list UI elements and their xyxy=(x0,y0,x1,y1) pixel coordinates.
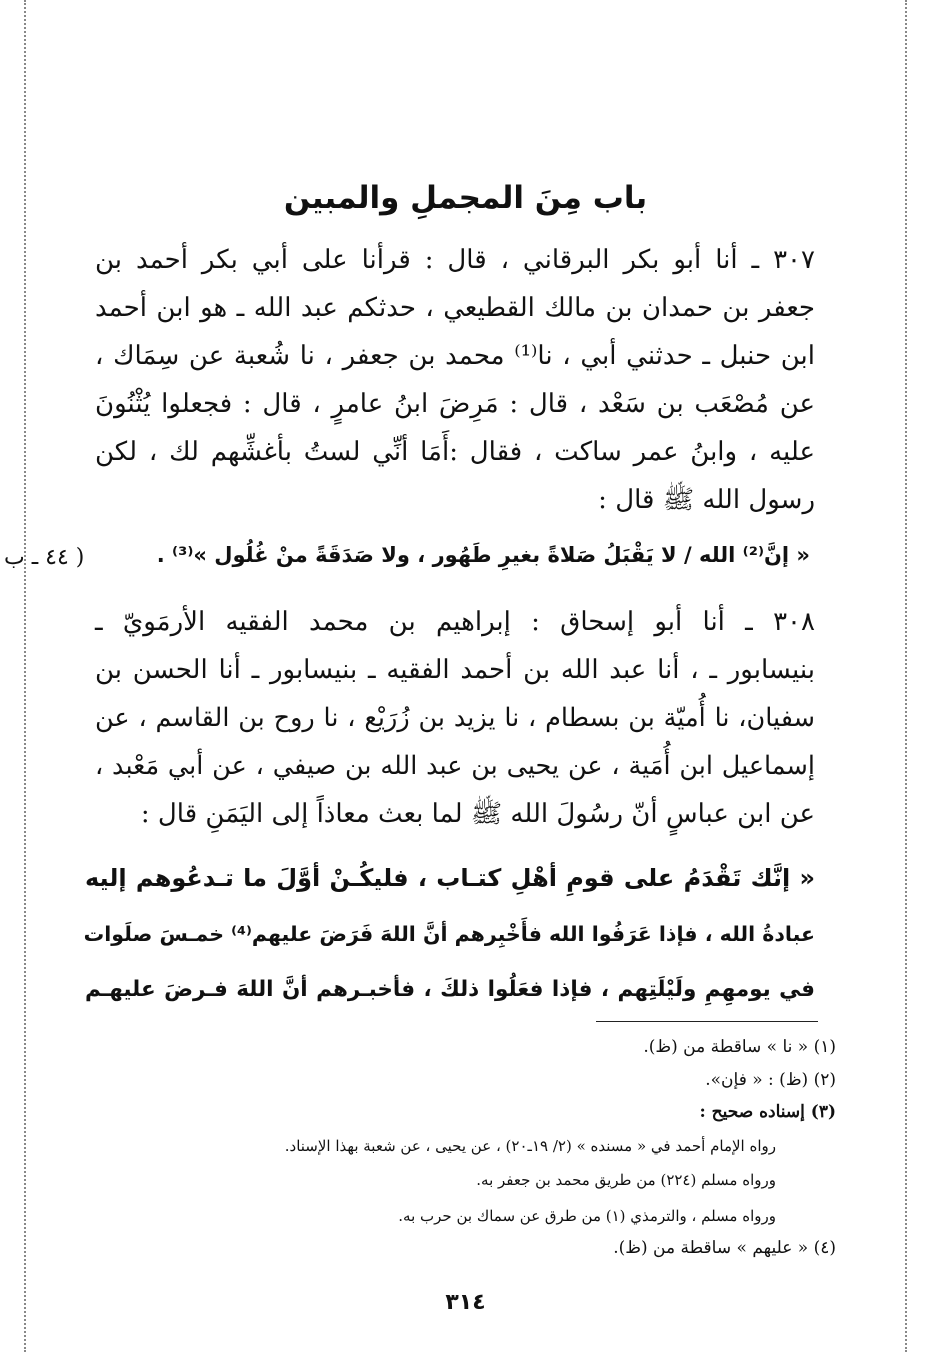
footnote-3: (٣) إسناده صحيح : xyxy=(699,1102,836,1122)
chapter-title: باب مِنَ المجملِ والمبين xyxy=(283,180,648,216)
footnote-1: (١) « نا » ساقطة من (ظ). xyxy=(643,1037,836,1057)
text-line: عليه ، وابنُ عمر ساكت ، فقال :أَمَا أنِّي لستُ بأغشِّهم لك ، لكن xyxy=(95,437,815,467)
footnote-4: (٤) « عليهم » ساقطة من (ظ). xyxy=(613,1238,836,1258)
section-308 xyxy=(95,598,815,838)
section-307 xyxy=(95,236,815,524)
footnote-2: (٢) (ظ) : « فإن». xyxy=(705,1070,836,1090)
text-line: ابن حنبل ـ حدثني أبي ، نا⁽¹⁾ محمد بن جعفر ، نا شُعبة عن سِمَاك ، xyxy=(95,341,816,371)
text-line: رسول الله ﷺ قال : xyxy=(598,485,815,515)
text-line: إسماعيل ابن أُمَية ، عن يحيى بن عبد الله بن صيفي ، عن أبي مَعْبد ، xyxy=(95,751,815,781)
text-line: « إنَّك تَقْدَمُ على قومِ أهْلِ كتـاب ، فليكُـنْ أوَّلَ ما تـدعُوهم إليه xyxy=(85,864,815,892)
footnote-divider xyxy=(596,1021,818,1022)
text-line: بنيسابور ـ ، أنا عبد الله بن أحمد الفقيه ـ بنيسابور ـ أنا الحسن بن xyxy=(95,655,815,685)
text-line: في يومهِمِ ولَيْلَتِهم ، فإذا فعَلُوا ذلكَ ، فأخبـرهم أنَّ اللهَ فـرضَ عليهـم xyxy=(85,977,815,1002)
hadith-308 xyxy=(85,850,815,1018)
footnote-3-detail: رواه الإمام أحمد في « مسنده » (٢/ ١٩ـ٢٠) ، عن يحيى ، عن شعبة بهذا الإسناد. xyxy=(284,1137,776,1155)
text-line: ٣٠٨ ـ أنا أبو إسحاق : إبراهيم بن محمد الفقيه الأرمَويّ ـ xyxy=(95,607,815,637)
footnote-3-detail: ورواه مسلم ، والترمذي (١) من طرق عن سماك بن حرب به. xyxy=(398,1207,776,1225)
text-line: سفيان، نا أُميّة بن بسطام ، نا يزيد بن زُرَيْع ، نا روح بن القاسم ، عن xyxy=(95,703,815,733)
text-line: عن مُصْعَب بن سَعْد ، قال : مَرِضَ ابنُ عامرٍ ، قال : فجعلوا يُثْنُونَ xyxy=(95,389,815,419)
text-line: عن ابن عباسٍ أنّ رسُولَ الله ﷺ لما بعث معاذاً إلى اليَمَنِ قال : xyxy=(140,799,815,829)
margin-folio-note: ( ٤٤ ـ ب xyxy=(4,545,85,570)
text-line: ٣٠٧ ـ أنا أبو بكر البرقاني ، قال : قرأنا على أبي بكر أحمد بن xyxy=(95,245,815,275)
footnote-3-detail: ورواه مسلم (٢٢٤) من طريق محمد بن جعفر به. xyxy=(476,1171,776,1189)
text-line: جعفر بن حمدان بن مالك القطيعي ، حدثكم عبد الله ـ هو ابن أحمد xyxy=(95,293,815,323)
text-line: عبادةُ الله ، فإذا عَرَفُوا الله فأَخْبِرهم أنَّ اللهَ فَرَضَ عليهم⁽⁴⁾ خمـسَ صلَوات xyxy=(83,922,815,946)
page-number: ٣١٤ xyxy=(445,1290,486,1315)
hadith-307: « إنَّ⁽²⁾ الله / لا يَقْبَلُ صَلاةً بغيرِ طَهُور ، ولا صَدَقَةً منْ غُلُول »⁽³⁾ . xyxy=(156,543,810,567)
